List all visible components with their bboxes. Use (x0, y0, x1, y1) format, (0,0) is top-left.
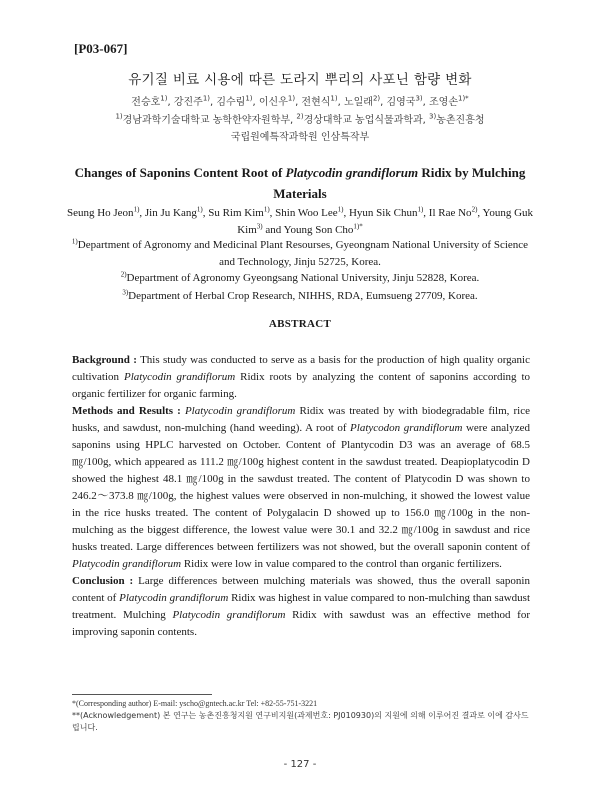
korean-title: 유기질 비료 시용에 따른 도라지 뿌리의 사포닌 함량 변화 (128, 72, 472, 88)
author-affiliation-mark: 1) (196, 205, 203, 214)
author-affiliation-mark: 3) (256, 222, 263, 231)
english-authors: Seung Ho Jeon$^{1)}$, Jin Ju Kang$^{1)}$, Su Rim Kim$^{1)}$, Shin Woo Lee$^{1)}$, Hyun Sik Chun$^{1)}$, Il Rae No$^{2)}$, Young Guk Kim$^{3)}$ and Young Son Cho$^{1)*}$ (66, 205, 534, 236)
korean-authors: 전승호$^{1)}$, 강진주$^{1)}$, 김수림$^{1)}$, 이신우$^{1)}$, 전현식$^{1)}$, 노일래$^{2)}$, 김영국$^{3)}$, 조영손$^{1)*}$ (131, 94, 469, 108)
author-name: Shin Woo Lee (275, 207, 338, 219)
abstract-code: [P03-067] (74, 41, 128, 56)
author-affiliation-mark: 2) (471, 205, 478, 214)
english-affiliation-2 (60, 270, 540, 287)
footnote-rule (72, 694, 212, 695)
aff-sup: 2) (120, 270, 127, 279)
title-species: Platycodin grandiflorum (285, 165, 419, 180)
abstract-heading: ABSTRACT (268, 318, 332, 330)
english-affiliation-3 (60, 288, 540, 305)
abstract-methods: Methods and Results : Platycodin grandiflorum Ridix was treated by with biodegradable film, rice husks, and sawdust, non-mulching (hand weeding). A root of Platycodon grandiflorum were analyzed saponins using HPLC harvested on October. Content of Plantycodin D3 was an average of 68.5 ㎎/100g, which appeared as 111.2 ㎎/100g highest content in the sawdust treated. Deapioplatycodin D showed the highest 48.1 ㎎/100g in the sawdust treated. The content of Platycodin D was shown to 246.2～373.8 ㎎/100g, the highest values were observed in non-mulching, it showed the lowest value in the rice husks treated. The content of Polygalacin D showed up to 156.0 ㎎/100g in the non-mulching as the biggest difference, the lowest value were 30.1 and 32.2 ㎎/100g in sawdust and rice husks treated. Large differences between fertilizers was not showed, but the overall saponin content of Platycodin grandiflorum Ridix were low in value compared to the control than organic fertilizers. (72, 405, 530, 570)
aff-sup: 1) (71, 237, 78, 246)
aff-text: Department of Agronomy Gyeongsang National University, Jinju 52828, Korea. (126, 272, 480, 284)
conclusion-label: Conclusion : (72, 575, 134, 587)
author-affiliation-mark: 1)* (353, 222, 363, 231)
author-affiliation-mark: 1) (337, 205, 344, 214)
title-part1: Changes of Saponins Content Root of (74, 165, 286, 180)
author-name: Jin Ju Kang (144, 207, 197, 219)
author-affiliation-mark: 1) (133, 205, 140, 214)
author-name: Young Guk Kim (237, 207, 534, 236)
korean-affiliation-line2: 국립원예특작과학원 인삼특작부 (230, 132, 370, 143)
abstract-conclusion: Conclusion : Large differences between mulching materials was showed, thus the overall saponin content of Platycodin grandiflorum Ridix was highest in value compared to non-mulching than sawdust treatment. Mulching Platycodin grandiflorum Ridix with sawdust was an effective method for improving saponin contents. (72, 575, 531, 638)
methods-label: Methods and Results : (72, 405, 181, 417)
title-part2: Ridix by Mulching Materials (273, 165, 526, 201)
footnote-acknowledgement: **(Acknowledgement) 본 연구는 농촌진흥청지원 연구비지원(과제번호: PJ010930)의 지원에 의해 이루어진 결과로 이에 감사드립니다. (72, 711, 529, 732)
author-affiliation-mark: 1) (263, 205, 270, 214)
korean-affiliation-line1: $^{1)}$경남과학기술대학교 농학한약자원학부, $^{2)}$경상대학교 농업식물과학과, $^{3)}$농촌진흥청 (115, 112, 485, 126)
author-name: Su Rim Kim (208, 207, 264, 219)
aff-text: Department of Agronomy and Medicinal Plant Resourses, Gyeongnam National University of Science and Technology, Jinju 52725, Korea. (77, 239, 529, 268)
author-name: Seung Ho Jeon (66, 207, 134, 219)
aff-text: Department of Herbal Crop Research, NIHHS, RDA, Eumsueng 27709, Korea. (128, 290, 478, 302)
english-affiliation-1 (66, 237, 534, 271)
abstract-body (72, 352, 530, 641)
english-title (60, 162, 540, 204)
aff-sup: 3) (122, 288, 129, 297)
author-affiliation-mark: 1) (417, 205, 424, 214)
page-number: - 127 - (283, 759, 317, 770)
author-name: Il Rae No (428, 207, 472, 219)
background-label: Background : (72, 354, 137, 366)
author-name: Young Son Cho (283, 224, 354, 236)
abstract-background: Background : This study was conducted to serve as a basis for the production of high quality organic cultivation Platycodin grandiflorum Ridix roots by analyzing the content of saponins according to organic fertilizer for organic farming. (72, 354, 531, 400)
author-name: Hyun Sik Chun (348, 207, 418, 219)
footnote-corresponding: *(Corresponding author) E-mail: yscho@gntech.ac.kr Tel: +82-55-751-3221 (72, 699, 318, 708)
